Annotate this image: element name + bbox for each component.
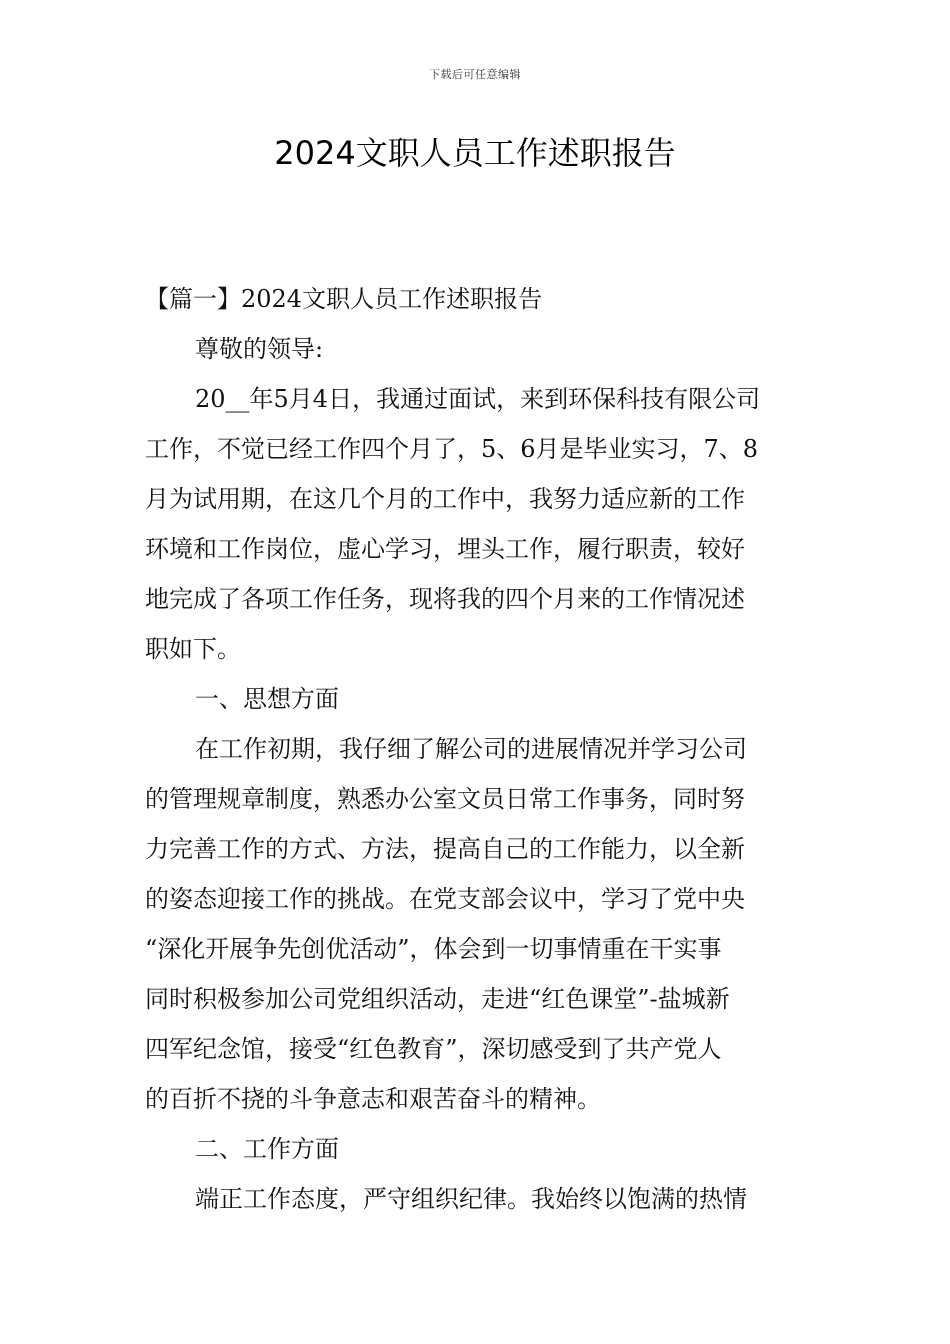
paragraph-line: 在工作初期，我仔细了解公司的进展情况并学习公司 [195, 735, 747, 763]
paragraph-line: 四军纪念馆，接受“红色教育”，深切感受到了共产党人 [145, 1035, 722, 1063]
section-heading: 一、思想方面 [195, 685, 339, 713]
paragraph-line: 的百折不挠的斗争意志和艰苦奋斗的精神。 [145, 1085, 601, 1113]
section-title-line: 【篇一】2024文职人员工作述职报告 [145, 285, 543, 313]
section-heading: 二、工作方面 [195, 1135, 339, 1163]
paragraph-line: 的管理规章制度，熟悉办公室文员日常工作事务，同时努 [145, 785, 745, 813]
paragraph-line: 力完善工作的方式、方法，提高自己的工作能力，以全新 [145, 835, 745, 863]
paragraph-line: 的姿态迎接工作的挑战。在党支部会议中，学习了党中央 [145, 885, 745, 913]
document-body [145, 274, 807, 1224]
paragraph-line: 地完成了各项工作任务，现将我的四个月来的工作情况述 [145, 585, 745, 613]
paragraph-line: 月为试用期，在这几个月的工作中，我努力适应新的工作 [145, 485, 745, 513]
salutation-line: 尊敬的领导: [195, 335, 324, 363]
header-note: 下载后可任意编辑 [429, 68, 521, 81]
paragraph-line: 同时积极参加公司党组织活动，走进“红色课堂”-盐城新 [145, 985, 730, 1013]
paragraph-line: “深化开展争先创优活动”，体会到一切事情重在干实事 [145, 935, 722, 963]
document-title: 2024文职人员工作述职报告 [274, 134, 676, 172]
paragraph-line: 环境和工作岗位，虚心学习，埋头工作，履行职责，较好 [145, 535, 745, 563]
paragraph-line: 端正工作态度，严守组织纪律。我始终以饱满的热情 [195, 1185, 747, 1213]
paragraph-line: 职如下。 [145, 635, 241, 663]
paragraph-line: 工作，不觉已经工作四个月了，5、6月是毕业实习，7、8 [145, 435, 759, 463]
paragraph-line: 20__年5月4日，我通过面试，来到环保科技有限公司 [195, 385, 761, 413]
